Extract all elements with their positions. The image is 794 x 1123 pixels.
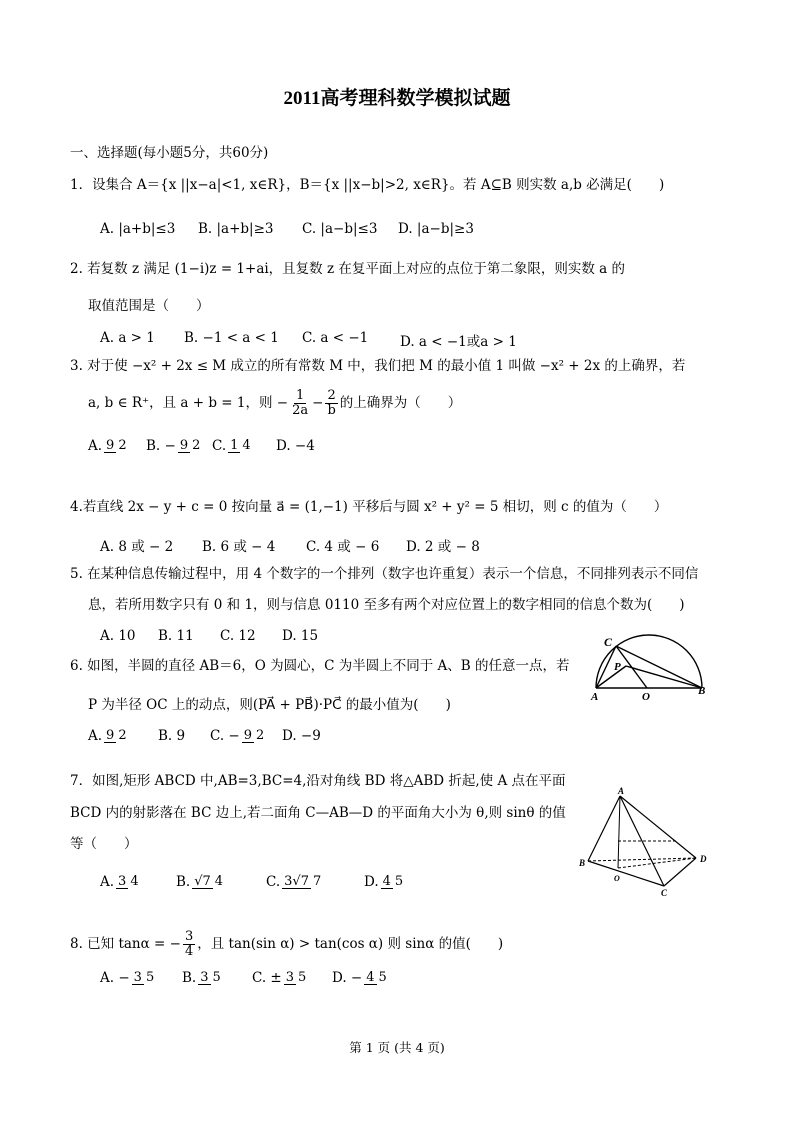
q4-option-c: C. 4 或 − 6 (306, 539, 380, 555)
question-2-stem-line2: 取值范围是（ ） (88, 298, 210, 314)
height-ao (618, 796, 620, 868)
q2-option-a: A. a > 1 (100, 330, 155, 346)
q5-option-b: B. 11 (158, 628, 194, 644)
q4-option-b: B. 6 或 − 4 (202, 539, 276, 555)
label-o: O (614, 874, 620, 883)
tetrahedron-figure (578, 786, 712, 898)
question-7-stem-line2: BCD 内的射影落在 BC 边上,若二面角 C—AB—D 的平面角大小为 θ,则 sinθ 的值 (70, 805, 566, 821)
page-title: 2011高考理科数学模拟试题 (283, 88, 511, 109)
q8-stem-text-b: ，且 tan(sin α) > tan(cos α) 则 sinα 的值( ) (197, 935, 504, 952)
q2-option-c: C. a < −1 (302, 330, 369, 346)
label-a: A (591, 691, 599, 703)
question-5-stem-line2: 息，若所用数字只有 0 和 1，则与信息 0110 至多有两个对应位置上的数字相同的信息个数为( ) (88, 597, 685, 613)
q8-option-a: A. − 3 5 (100, 969, 155, 986)
edge-bc (588, 861, 664, 886)
label-d: D (700, 854, 707, 864)
question-2-stem-line1: 2. 若复数 z 满足 (1−i)z = 1+ai，且复数 z 在复平面上对应的点位于第二象限，则实数 a 的 (70, 261, 626, 277)
label-c: C (661, 888, 668, 898)
q3-minus: − (312, 394, 324, 411)
question-4-stem: 4.若直线 2x − y + c = 0 按向量 a⃗ = (1,−1) 平移后与圆 x² + y² = 5 相切，则 c 的值为（ ） (70, 499, 668, 515)
q6-option-b: B. 9 (158, 728, 186, 744)
question-7-stem-line3: 等（ ） (70, 836, 138, 852)
edge-ab (588, 796, 620, 861)
q2-option-b: B. −1 < a < 1 (184, 330, 279, 346)
label-c: C (604, 635, 613, 649)
question-5-options (100, 628, 318, 644)
question-3-options (88, 438, 315, 454)
question-5-stem-line1: 5. 在某种信息传输过程中，用 4 个数字的一个排列（数字也许重复）表示一个信息，不同排列表示不同信 (70, 566, 699, 582)
question-3-stem-line1: 3. 对于使 −x² + 2x ≤ M 成立的所有常数 M 中，我们把 M 的最小值 1 叫做 −x² + 2x 的上确界，若 (70, 358, 686, 374)
q1-option-a: A. |a+b|≤3 (100, 221, 176, 237)
question-7-options (100, 874, 407, 890)
question-6-stem-line2: P 为半径 OC 上的动点，则(PA⃗ + PB⃗)·PC⃗ 的最小值为( ) (88, 697, 451, 713)
q3-fraction-1: $\frac{1}{2a}$ (292, 388, 309, 418)
q7-option-b: B. √7 4 (176, 873, 224, 890)
question-7-stem-line1: 7．如图,矩形 ABCD 中,AB=3,BC=4,沿对角线 BD 将△ABD 折起,使 A 点在平面 (70, 773, 566, 789)
section-heading: 一、选择题(每小题5分，共60分) (70, 145, 269, 161)
q7-option-d: D. 4 5 (364, 873, 404, 890)
label-b: B (579, 858, 586, 868)
q8-stem-text-a: 8. 已知 tanα = − (70, 935, 181, 952)
segment-ac (596, 646, 616, 688)
q5-option-c: C. 12 (220, 628, 256, 644)
q5-option-a: A. 10 (100, 628, 136, 644)
q6-option-a: A. 9 2 (88, 727, 127, 744)
edge-ad (620, 796, 696, 858)
q2-option-d: D. a < −1或a > 1 (400, 334, 517, 350)
q1-option-b: B. |a+b|≥3 (198, 221, 274, 237)
q3-stem-text-b: 的上确界为（ ） (339, 394, 462, 411)
q3-fraction-2: $\frac{2}{b}$ (327, 388, 336, 418)
q8-option-b: B. 3 5 (182, 969, 221, 986)
q3-option-c: C. 1 4 (212, 437, 251, 454)
label-p: P (614, 661, 621, 673)
q4-option-a: A. 8 或 − 2 (100, 539, 174, 555)
q1-option-c: C. |a−b|≤3 (302, 221, 378, 237)
semicircle-figure (588, 628, 712, 702)
edge-cd (664, 858, 696, 886)
q8-option-c: C. ± 3 5 (252, 969, 307, 986)
q3-option-a: A. 9 2 (88, 437, 127, 454)
q7-option-a: A. 3 4 (100, 873, 139, 890)
q6-option-d: D. −9 (282, 728, 321, 744)
q6-option-c: C. − 9 2 (210, 727, 265, 744)
q3-option-b: B. − 9 2 (146, 437, 201, 454)
question-6-stem-line1: 6. 如图，半圆的直径 AB＝6，O 为圆心，C 为半圆上不同于 A、B 的任意一点，若 (70, 658, 570, 674)
q5-option-d: D. 15 (282, 628, 319, 644)
question-1-options (100, 221, 474, 237)
question-8-options (100, 970, 391, 986)
question-1-stem: 1．设集合 A＝{x ||x−a|<1, x∈R}，B＝{x ||x−b|>2, x∈R}。若 A⊆B 则实数 a,b 必满足( ) (70, 177, 665, 193)
label-b: B (698, 685, 706, 697)
q8-option-d: D. − 4 5 (332, 969, 387, 986)
q1-option-d: D. |a−b|≥3 (398, 221, 474, 237)
question-8-stem (70, 930, 503, 958)
label-o: O (642, 691, 650, 703)
question-2-options (100, 330, 517, 350)
question-3-stem-line2 (88, 389, 461, 417)
edge-ac (620, 796, 664, 886)
q8-fraction: $\frac{3}{4}$ (184, 929, 194, 959)
q3-stem-text-a: a, b ∈ R⁺，且 a + b = 1，则 − (88, 394, 289, 411)
page-footer: 第 1 页 (共 4 页) (349, 1040, 445, 1055)
question-6-options (88, 728, 321, 744)
q7-option-c: C. 3√7 7 (266, 873, 322, 890)
label-a: A (618, 786, 625, 796)
question-4-options (100, 535, 480, 555)
q3-option-d: D. −4 (276, 438, 315, 454)
q4-option-d: D. 2 或 − 8 (406, 539, 480, 555)
